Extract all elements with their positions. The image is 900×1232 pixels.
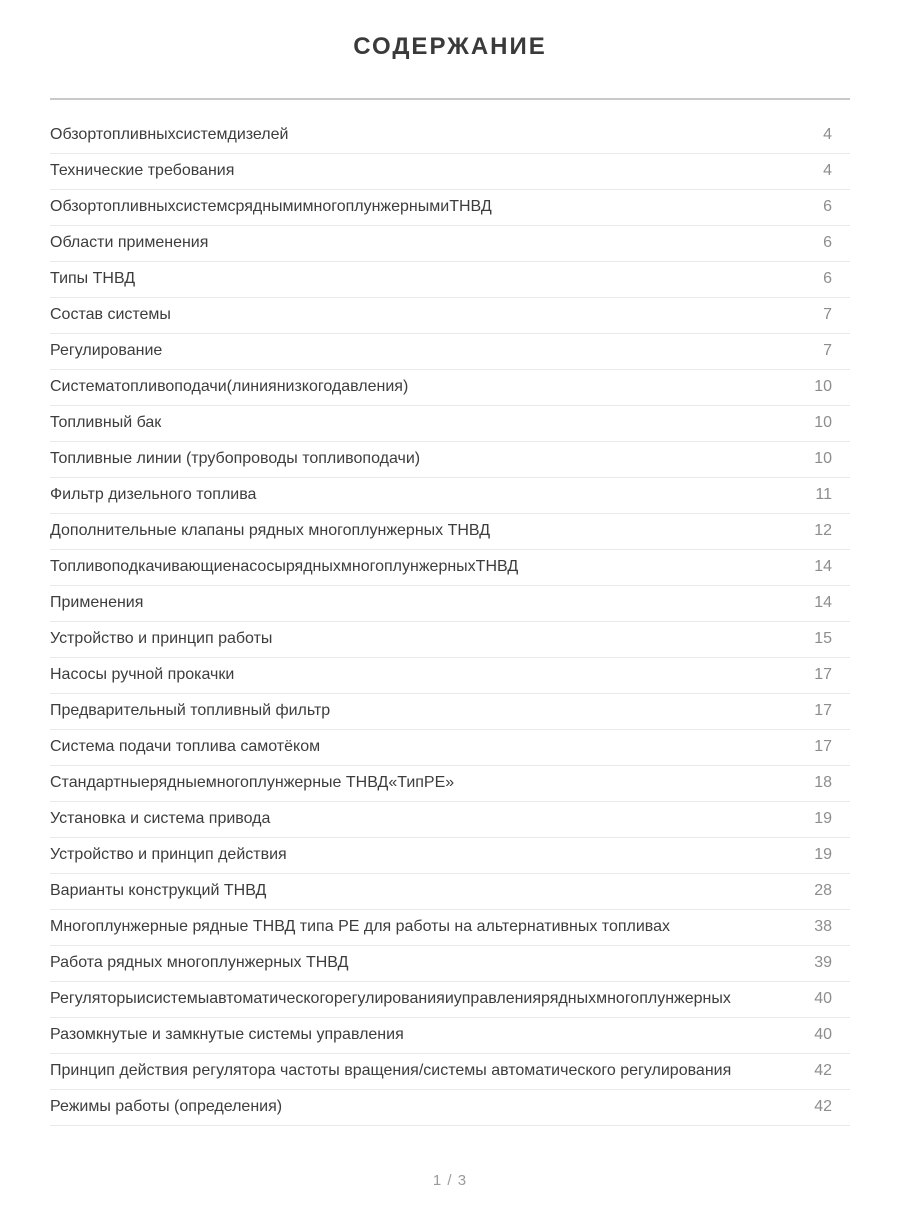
toc-row[interactable]: [50, 118, 850, 154]
toc-entry-title: Типы ТНВД: [50, 270, 136, 287]
toc-entry-page: 17: [814, 738, 832, 755]
toc-row[interactable]: [50, 694, 850, 730]
toc-entry-title: ОбзортопливныхсистемсряднымимногоплунжернымиТНВД: [50, 198, 492, 215]
toc-entry-page: 17: [814, 702, 832, 719]
toc-row[interactable]: [50, 586, 850, 622]
toc-entry-title: Установка и система привода: [50, 810, 271, 827]
toc-entry-page: 6: [823, 270, 832, 287]
title-rule: [50, 98, 850, 100]
toc-row[interactable]: [50, 226, 850, 262]
toc-entry-title: Состав системы: [50, 306, 171, 323]
toc-entry-title: Предварительный топливный фильтр: [50, 702, 331, 719]
toc-entry-title: Регулирование: [50, 342, 163, 359]
toc-entry-title: Система подачи топлива самотёком: [50, 738, 321, 755]
toc-entry-page: 19: [814, 810, 832, 827]
toc-entry-page: 14: [814, 594, 832, 611]
toc-row[interactable]: [50, 190, 850, 226]
toc-entry-page: 10: [814, 378, 832, 395]
toc-entry-title: Систематопливоподачи(линиянизкогодавления): [50, 378, 409, 395]
toc-entry-title: Обзортопливныхсистемдизелей: [50, 126, 289, 143]
toc-entry-title: Разомкнутые и замкнутые системы управления: [50, 1026, 404, 1043]
toc-entry-page: 7: [823, 306, 832, 323]
toc-entry-page: 10: [814, 414, 832, 431]
toc-row[interactable]: [50, 514, 850, 550]
toc-entry-page: 4: [823, 126, 832, 143]
toc-row[interactable]: [50, 370, 850, 406]
toc-entry-page: 40: [814, 1026, 832, 1043]
toc-row[interactable]: [50, 478, 850, 514]
toc-entry-page: 17: [814, 666, 832, 683]
toc-entry-title: Насосы ручной прокачки: [50, 666, 235, 683]
toc-entry-page: 12: [814, 522, 832, 539]
toc-entry-page: 6: [823, 234, 832, 251]
toc-entry-page: 38: [814, 918, 832, 935]
document-page: [50, 32, 850, 1189]
toc-entry-page: 42: [814, 1098, 832, 1115]
toc-entry-page: 28: [814, 882, 832, 899]
toc-row[interactable]: [50, 1090, 850, 1126]
toc-entry-title: Работа рядных многоплунжерных ТНВД: [50, 954, 349, 971]
toc-row[interactable]: [50, 550, 850, 586]
toc-entry-page: 42: [814, 1062, 832, 1079]
toc-row[interactable]: [50, 874, 850, 910]
toc-row[interactable]: [50, 334, 850, 370]
toc-entry-title: Фильтр дизельного топлива: [50, 486, 257, 503]
toc-entry-page: 7: [823, 342, 832, 359]
toc-entry-title: Многоплунжерные рядные ТНВД типа PE для работы на альтернативных топливах: [50, 918, 670, 935]
toc-entry-title: Технические требования: [50, 162, 235, 179]
toc-entry-title: Устройство и принцип работы: [50, 630, 273, 647]
toc-entry-title: Применения: [50, 594, 144, 611]
page-indicator: 1 / 3: [432, 1172, 468, 1189]
toc-entry-title: Режимы работы (определения): [50, 1098, 283, 1115]
toc-entry-title: Области применения: [50, 234, 209, 251]
toc-entry-page: 18: [814, 774, 832, 791]
toc-entry-page: 39: [814, 954, 832, 971]
toc-row[interactable]: [50, 1054, 850, 1090]
toc-entry-page: 19: [814, 846, 832, 863]
toc-entry-title: Устройство и принцип действия: [50, 846, 287, 863]
toc-row[interactable]: [50, 838, 850, 874]
toc-row[interactable]: [50, 946, 850, 982]
toc-row[interactable]: [50, 262, 850, 298]
toc-entry-page: 40: [814, 990, 832, 1007]
toc-row[interactable]: [50, 910, 850, 946]
toc-entry-page: 10: [814, 450, 832, 467]
toc-row[interactable]: [50, 406, 850, 442]
toc-entry-title: Принцип действия регулятора частоты вращения/системы автоматического регулирования: [50, 1062, 732, 1079]
toc-row[interactable]: [50, 1018, 850, 1054]
toc-entry-title: Варианты конструкций ТНВД: [50, 882, 267, 899]
toc-row[interactable]: [50, 982, 850, 1018]
toc-entry-page: 6: [823, 198, 832, 215]
toc-row[interactable]: [50, 802, 850, 838]
toc-row[interactable]: [50, 154, 850, 190]
toc-entry-page: 11: [815, 486, 832, 503]
toc-entry-page: 14: [814, 558, 832, 575]
toc-entry-page: 15: [814, 630, 832, 647]
toc-list: [50, 118, 850, 1126]
toc-entry-title: Топливный бак: [50, 414, 162, 431]
toc-row[interactable]: [50, 658, 850, 694]
toc-row[interactable]: [50, 442, 850, 478]
toc-entry-title: Регуляторыисистемыавтоматическогорегулированияиуправлениярядныхмногоплунжерных: [50, 990, 731, 1007]
toc-row[interactable]: [50, 298, 850, 334]
toc-row[interactable]: [50, 622, 850, 658]
toc-entry-title: Дополнительные клапаны рядных многоплунжерных ТНВД: [50, 522, 491, 539]
toc-row[interactable]: [50, 766, 850, 802]
toc-entry-page: 4: [823, 162, 832, 179]
toc-entry-title: Топливные линии (трубопроводы топливоподачи): [50, 450, 421, 467]
toc-row[interactable]: [50, 730, 850, 766]
page-title: СОДЕРЖАНИЕ: [353, 33, 547, 60]
toc-entry-title: ТопливоподкачивающиенасосырядныхмногоплунжерныхТНВД: [50, 558, 519, 575]
toc-entry-title: Стандартныерядныемногоплунжерные ТНВД«ТипPE»: [50, 774, 455, 791]
